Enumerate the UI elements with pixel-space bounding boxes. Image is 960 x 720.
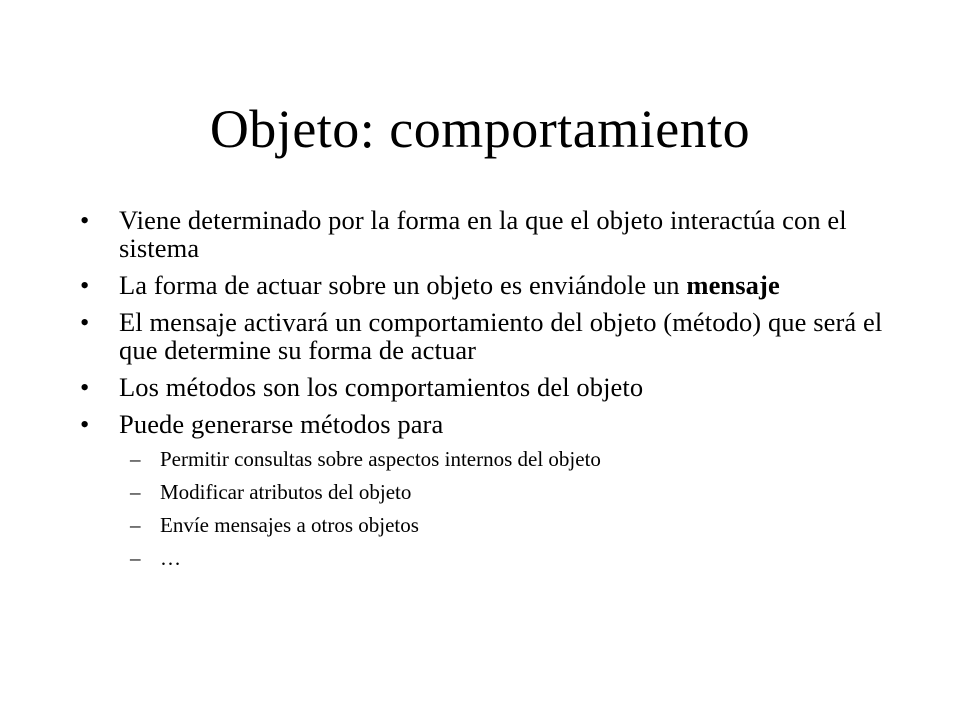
sub-bullet-text: … bbox=[160, 546, 181, 570]
bullet-bold-text: mensaje bbox=[686, 270, 780, 300]
dash-icon: – bbox=[130, 480, 141, 504]
sub-bullet-item bbox=[80, 447, 900, 471]
slide-title: Objeto: comportamiento bbox=[209, 99, 751, 159]
bullet-text: Los métodos son los comportamientos del objeto bbox=[119, 372, 644, 402]
bullet-text: La forma de actuar sobre un objeto es enviándole un bbox=[119, 270, 680, 300]
bullet-item bbox=[80, 308, 900, 364]
bullet-icon: • bbox=[80, 372, 90, 402]
bullet-text: Viene determinado por la forma en la que el objeto interactúa con el sistema bbox=[119, 205, 847, 263]
sub-bullet-text: Modificar atributos del objeto bbox=[160, 480, 412, 504]
dash-icon: – bbox=[130, 546, 141, 570]
sub-bullet-item bbox=[80, 546, 900, 570]
bullet-icon: • bbox=[80, 409, 90, 439]
dash-icon: – bbox=[130, 447, 141, 471]
bullet-item bbox=[80, 410, 900, 438]
sub-bullet-text: Envíe mensajes a otros objetos bbox=[160, 513, 419, 537]
bullet-item bbox=[80, 271, 900, 299]
sub-bullet-text: Permitir consultas sobre aspectos internos del objeto bbox=[160, 447, 601, 471]
dash-icon: – bbox=[130, 513, 141, 537]
bullet-icon: • bbox=[80, 270, 90, 300]
bullet-text: El mensaje activará un comportamiento del objeto (método) que será el que determine su forma de actuar bbox=[119, 307, 883, 365]
sub-bullet-item bbox=[80, 513, 900, 537]
bullet-text: Puede generarse métodos para bbox=[119, 409, 444, 439]
bullet-item bbox=[80, 373, 900, 401]
bullet-icon: • bbox=[80, 307, 90, 337]
bullet-list bbox=[80, 206, 900, 579]
bullet-item bbox=[80, 206, 900, 262]
sub-bullet-item bbox=[80, 480, 900, 504]
bullet-icon: • bbox=[80, 205, 90, 235]
